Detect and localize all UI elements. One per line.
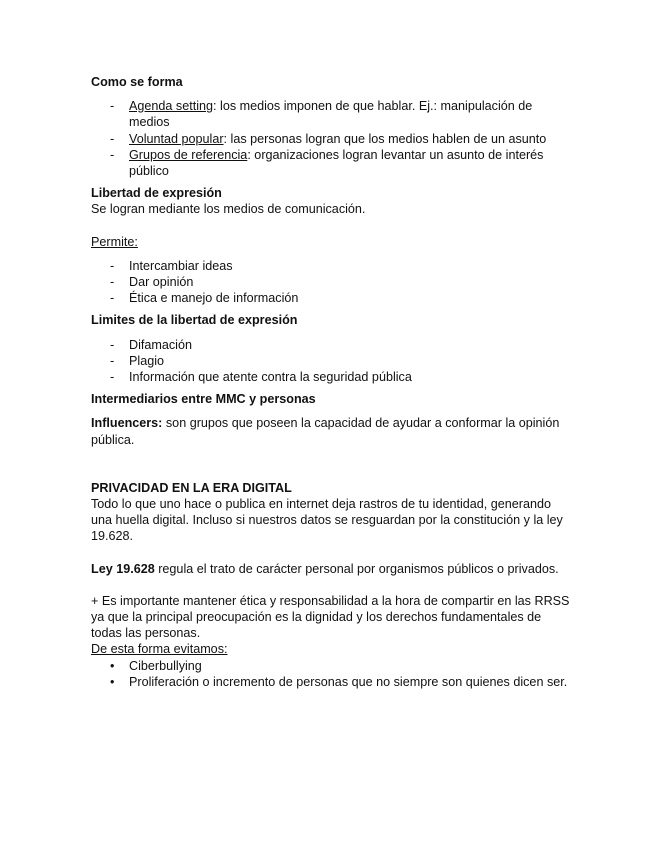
bullet-icon: • (110, 658, 115, 673)
item-text: : los medios imponen de que hablar. Ej.: manipulación de medios (129, 99, 533, 130)
bullet-icon: • (110, 674, 115, 689)
list-evitamos (91, 658, 571, 690)
list-item (91, 147, 571, 179)
label-evitamos: De esta forma evitamos: (91, 642, 228, 657)
heading-limites: Limites de la libertad de expresión (91, 313, 298, 328)
term-underlined: Voluntad popular (129, 131, 224, 146)
bold-ley: Ley 19.628 (91, 561, 155, 576)
paragraph-ley (91, 561, 571, 577)
list-item: - Difamación (91, 337, 571, 353)
heading-libertad-expresion: Libertad de expresión (91, 186, 222, 201)
ley-text: regula el trato de carácter personal por organismos públicos o privados. (154, 561, 559, 576)
term-underlined: Agenda setting (129, 99, 214, 114)
item-text: Ciberbullying (129, 658, 202, 673)
heading-privacidad: PRIVACIDAD EN LA ERA DIGITAL (91, 480, 292, 495)
list-item (91, 658, 571, 674)
label-permite: Permite: (91, 234, 138, 249)
item-text: : las personas logran que los medios hablen de un asunto (223, 131, 547, 146)
heading-como-se-forma: Como se forma (91, 75, 183, 89)
list-item: - Intercambiar ideas (91, 258, 571, 274)
paragraph-libertad: Se logran mediante los medios de comunicación. (91, 202, 366, 217)
paragraph-privacidad: Todo lo que uno hace o publica en internet deja rastros de tu identidad, generando una huella digital. Incluso si nuestros datos se resguardan por la constitución y la ley 19.628. (91, 497, 563, 544)
list-item: - Información que atente contra la seguridad pública (91, 369, 571, 385)
bold-influencers: Influencers: (91, 416, 163, 431)
list-item: - Dar opinión (91, 274, 571, 290)
paragraph-importante: + Es importante mantener ética y responsabilidad a la hora de compartir en las RRSS ya que la principal preocupación es la dignidad y los derechos fundamentales de todas las personas. (91, 593, 570, 641)
list-como-se-forma (91, 98, 571, 179)
list-limites (91, 337, 571, 386)
item-text: : organizaciones logran levantar un asunto de interés público (129, 147, 544, 179)
document-page (91, 74, 571, 690)
list-item (91, 98, 571, 130)
list-permite (91, 258, 571, 307)
heading-intermediarios: Intermediarios entre MMC y personas (91, 392, 316, 407)
list-item (91, 674, 571, 690)
list-item (91, 131, 571, 147)
term-underlined: Grupos de referencia (129, 147, 248, 162)
list-item: - Plagio (91, 353, 571, 369)
influencers-text: son grupos que poseen la capacidad de ayudar a conformar la opinión pública. (91, 416, 560, 447)
list-item: - Ética e manejo de información (91, 290, 571, 306)
paragraph-influencers (91, 415, 571, 447)
item-text: Proliferación o incremento de personas que no siempre son quienes dicen ser. (129, 674, 568, 689)
